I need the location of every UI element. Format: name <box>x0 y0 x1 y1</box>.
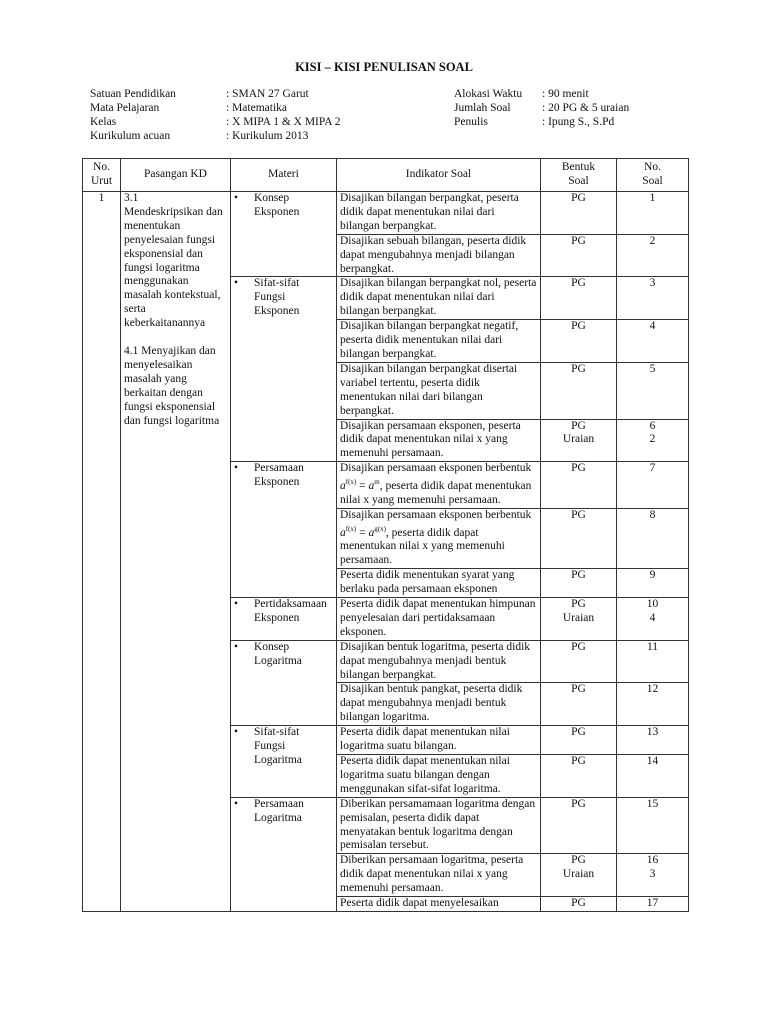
math-base: a <box>368 479 375 492</box>
math-base: a <box>340 526 346 539</box>
no-soal-cell: 4 <box>617 320 689 363</box>
info-label: Jumlah Soal <box>454 102 511 114</box>
bentuk-cell: PG <box>541 640 617 683</box>
no-soal-cell: 6 2 <box>617 419 689 462</box>
table-row <box>83 192 689 235</box>
info-row <box>454 87 629 101</box>
bullet-icon: • <box>234 797 239 810</box>
materi-cell <box>231 598 337 641</box>
bentuk-cell: PG <box>541 683 617 726</box>
no-soal-cell: 5 <box>617 362 689 419</box>
bentuk-cell: PG <box>541 726 617 755</box>
document-title: KISI – KISI PENULISAN SOAL <box>295 60 473 74</box>
no-soal-cell: 13 <box>617 726 689 755</box>
no-soal-cell: 12 <box>617 683 689 726</box>
bentuk-cell: PG <box>541 569 617 598</box>
bullet-icon: • <box>234 277 239 290</box>
materi-cell <box>231 640 337 725</box>
no-soal-cell: 17 <box>617 897 689 912</box>
math-exponent: g(x) <box>374 524 386 533</box>
materi-label: Sifat-sifat Fungsi Logaritma <box>254 726 302 766</box>
indikator-cell: Peserta didik dapat menyelesaikan <box>337 897 541 912</box>
indikator-cell: Disajikan bentuk logaritma, peserta didik dapat mengubahnya menjadi bentuk bilangan berpangkat. <box>337 640 541 683</box>
bentuk-cell: PG <box>541 508 617 568</box>
bentuk-cell: PG Uraian <box>541 854 617 897</box>
materi-cell <box>231 192 337 277</box>
no-soal-cell: 9 <box>617 569 689 598</box>
info-value: : X MIPA 1 & X MIPA 2 <box>226 116 341 128</box>
bentuk-cell: PG <box>541 755 617 798</box>
kd-cell <box>121 192 231 912</box>
indikator-cell: Peserta didik dapat menentukan nilai logaritma suatu bilangan. <box>337 726 541 755</box>
math-exponent: f(x) <box>345 478 357 487</box>
info-label: Mata Pelajaran <box>90 102 160 114</box>
materi-cell <box>231 277 337 462</box>
bentuk-cell: PG Uraian <box>541 419 617 462</box>
info-label: Satuan Pendidikan <box>90 88 176 100</box>
bentuk-cell: PG <box>541 362 617 419</box>
no-soal-cell: 7 <box>617 462 689 509</box>
indikator-text: , peserta didik dapat menentukan nilai x yang memenuhi persamaan. <box>340 526 505 567</box>
indikator-cell: Peserta didik dapat menentukan nilai logaritma suatu bilangan dengan menggunakan sifat-sifat logaritma. <box>337 755 541 798</box>
header-indikator: Indikator Soal <box>337 159 541 192</box>
math-base: a <box>340 479 346 492</box>
math-base: a <box>368 526 375 539</box>
info-left-block <box>90 87 341 143</box>
indikator-cell: Disajikan bentuk pangkat, peserta didik dapat mengubahnya menjadi bentuk bilangan logaritma. <box>337 683 541 726</box>
info-right-block <box>454 87 629 129</box>
bentuk-cell: PG <box>541 277 617 320</box>
indikator-cell: Disajikan bilangan berpangkat, peserta didik dapat menentukan nilai dari bilangan berpangkat. <box>337 192 541 235</box>
no-soal-cell: 11 <box>617 640 689 683</box>
materi-cell <box>231 462 337 598</box>
no-soal-cell: 3 <box>617 277 689 320</box>
indikator-cell <box>337 462 541 509</box>
info-value: : 20 PG & 5 uraian <box>542 102 630 114</box>
info-label: Alokasi Waktu <box>454 88 523 100</box>
no-soal-cell: 10 4 <box>617 598 689 641</box>
bentuk-cell: PG <box>541 797 617 854</box>
indikator-cell: Diberikan persamamaan logaritma dengan pemisalan, peserta didik dapat menyatakan bentuk logaritma dengan pemisalan tersebut. <box>337 797 541 854</box>
bentuk-cell: PG <box>541 897 617 912</box>
indikator-text: Disajikan persamaan eksponen berbentuk <box>340 462 532 475</box>
no-soal-cell: 15 <box>617 797 689 854</box>
bullet-icon: • <box>234 726 239 739</box>
header-pasangan-kd: Pasangan KD <box>121 159 231 192</box>
bentuk-cell: PG <box>541 192 617 235</box>
table-header-row <box>83 159 689 192</box>
materi-label: Konsep Eksponen <box>254 192 300 218</box>
indikator-cell: Disajikan bilangan berpangkat disertai variabel tertentu, peserta didik menentukan nilai dari bilangan berpangkat. <box>337 362 541 419</box>
info-value: : 90 menit <box>542 88 589 100</box>
info-row <box>90 101 341 115</box>
bentuk-cell: PG <box>541 320 617 363</box>
kisi-table <box>82 158 689 912</box>
bentuk-cell: PG Uraian <box>541 598 617 641</box>
indikator-cell: Disajikan sebuah bilangan, peserta didik dapat mengubahnya menjadi bilangan berpangkat. <box>337 234 541 277</box>
indikator-cell: Disajikan bilangan berpangkat nol, peserta didik dapat menentukan nilai dari bilangan berpangkat. <box>337 277 541 320</box>
indikator-cell: Disajikan persamaan eksponen, peserta didik dapat menentukan nilai x yang memenuhi persamaan. <box>337 419 541 462</box>
info-value: : Ipung S., S.Pd <box>542 116 615 128</box>
no-soal-cell: 1 <box>617 192 689 235</box>
indikator-cell: Peserta didik menentukan syarat yang berlaku pada persamaan eksponen <box>337 569 541 598</box>
header-no-urut: No. Urut <box>83 159 121 192</box>
math-operator: = <box>356 479 369 492</box>
info-value: : Kurikulum 2013 <box>226 130 309 142</box>
header-materi: Materi <box>231 159 337 192</box>
materi-label: Persamaan Logaritma <box>254 797 304 824</box>
header-no-soal: No. Soal <box>617 159 689 192</box>
info-row <box>454 101 629 115</box>
info-value: : SMAN 27 Garut <box>226 88 309 100</box>
no-soal-cell: 8 <box>617 508 689 568</box>
kd-4-1: 4.1 Menyajikan dan menyelesaikan masalah yang berkaitan dengan fungsi eksponensial dan fungsi logaritma <box>124 345 220 427</box>
materi-label: Konsep Logaritma <box>254 640 302 667</box>
materi-cell <box>231 726 337 798</box>
no-soal-cell: 16 3 <box>617 854 689 897</box>
indikator-text: , peserta didik dapat menentukan nilai x yang memenuhi persamaan. <box>340 479 532 506</box>
materi-label: Sifat-sifat Fungsi Eksponen <box>254 277 300 318</box>
info-row <box>90 87 341 101</box>
info-label: Kelas <box>90 116 117 128</box>
math-exponent: f(x) <box>345 524 357 533</box>
indikator-cell: Disajikan bilangan berpangkat negatif, peserta didik menentukan nilai dari bilangan berpangkat. <box>337 320 541 363</box>
info-label: Kurikulum acuan <box>90 130 171 142</box>
indikator-cell <box>337 508 541 568</box>
bullet-icon: • <box>234 462 239 475</box>
indikator-cell: Peserta didik dapat menentukan himpunan penyelesaian dari pertidaksamaan eksponen. <box>337 598 541 641</box>
no-soal-cell: 14 <box>617 755 689 798</box>
no-urut-cell: 1 <box>83 192 121 912</box>
info-row <box>90 115 341 129</box>
info-value: : Matematika <box>226 102 287 114</box>
header-bentuk-soal: Bentuk Soal <box>541 159 617 192</box>
info-row <box>454 115 629 129</box>
materi-cell <box>231 797 337 911</box>
math-exponent: m <box>374 478 380 487</box>
bentuk-cell: PG <box>541 462 617 509</box>
math-operator: = <box>356 526 369 539</box>
materi-label: Pertidaksamaan Eksponen <box>254 598 327 624</box>
no-soal-cell: 2 <box>617 234 689 277</box>
bullet-icon: • <box>234 192 239 204</box>
bentuk-cell: PG <box>541 234 617 277</box>
indikator-cell: Diberikan persamaan logaritma, peserta didik dapat menentukan nilai x yang memenuhi persamaan. <box>337 854 541 897</box>
bullet-icon: • <box>234 598 239 611</box>
bullet-icon: • <box>234 640 239 653</box>
indikator-text: Disajikan persamaan eksponen berbentuk <box>340 508 532 521</box>
info-label: Penulis <box>454 116 488 128</box>
info-row <box>90 129 341 143</box>
materi-label: Persamaan Eksponen <box>254 462 304 489</box>
kd-3-1: 3.1 Mendeskripsikan dan menentukan penyelesaian fungsi eksponensial dan fungsi logaritma menggunakan masalah kontekstual, serta keberkaitanannya <box>124 192 223 330</box>
